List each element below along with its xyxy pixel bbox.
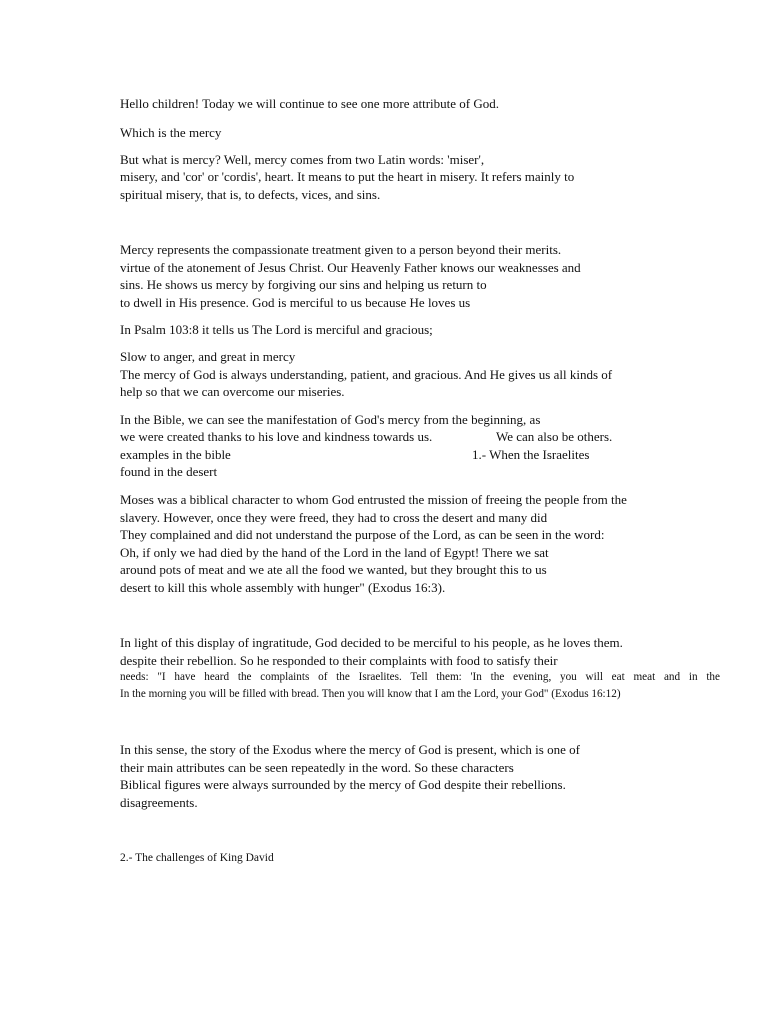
paragraph-ingratitude-line-2: despite their rebellion. So he responded to their complaints with food to satisfy their: [120, 653, 558, 668]
paragraph-moses-line-3: They complained and did not understand the purpose of the Lord, as can be seen in the word:: [120, 527, 605, 542]
paragraph-moses-line-4: Oh, if only we had died by the hand of the Lord in the land of Egypt! There we sat: [120, 545, 549, 560]
paragraph-exodus-line-4: disagreements.: [120, 795, 198, 810]
paragraph-moses-line-6: desert to kill this whole assembly with hunger" (Exodus 16:3).: [120, 580, 446, 595]
paragraph-ingratitude-line-1: In light of this display of ingratitude, God decided to be merciful to his people, as he loves them.: [120, 635, 623, 650]
paragraph-slow-line-1: Slow to anger, and great in mercy: [120, 349, 296, 364]
paragraph-mercy-line-4: to dwell in His presence. God is merciful to us because He loves us: [120, 295, 471, 310]
paragraph-bible-line-4: found in the desert: [120, 464, 218, 479]
paragraph-bible-line-2-tail: We can also be others.: [496, 429, 613, 444]
section-heading-king-david: 2.- The challenges of King David: [120, 852, 274, 864]
paragraph-topic: Which is the mercy: [120, 125, 222, 140]
paragraph-moses-line-5: around pots of meat and we ate all the food we wanted, but they brought this to us: [120, 562, 547, 577]
paragraph-ingratitude-line-4: In the morning you will be filled with bread. Then you will know that I am the Lord, your God" (Exodus 16:12): [120, 688, 621, 700]
paragraph-psalm: In Psalm 103:8 it tells us The Lord is merciful and gracious;: [120, 322, 433, 337]
paragraph-exodus-line-2: their main attributes can be seen repeatedly in the word. So these characters: [120, 760, 514, 775]
paragraph-exodus-line-1: In this sense, the story of the Exodus where the mercy of God is present, which is one of: [120, 742, 580, 757]
paragraph-slow-line-3: help so that we can overcome our miseries.: [120, 384, 345, 399]
paragraph-bible-line-1: In the Bible, we can see the manifestation of God's mercy from the beginning, as: [120, 412, 541, 427]
paragraph-moses-line-2: slavery. However, once they were freed, they had to cross the desert and many did: [120, 510, 548, 525]
paragraph-greeting: Hello children! Today we will continue to see one more attribute of God.: [120, 96, 499, 111]
paragraph-definition-line-1: But what is mercy? Well, mercy comes from two Latin words: 'miser',: [120, 152, 485, 167]
paragraph-ingratitude-line-3: needs: "I have heard the complaints of the Israelites. Tell them: 'In the evening, you will eat meat and in the: [120, 671, 720, 683]
paragraph-definition-line-3: spiritual misery, that is, to defects, vices, and sins.: [120, 187, 381, 202]
paragraph-bible-line-3-tail: 1.- When the Israelites: [472, 447, 590, 462]
paragraph-slow-line-2: The mercy of God is always understanding, patient, and gracious. And He gives us all kinds of: [120, 367, 613, 382]
paragraph-mercy-line-1: Mercy represents the compassionate treatment given to a person beyond their merits.: [120, 242, 562, 257]
paragraph-bible-line-2: we were created thanks to his love and kindness towards us.: [120, 429, 433, 444]
paragraph-mercy-line-2: virtue of the atonement of Jesus Christ. Our Heavenly Father knows our weaknesses and: [120, 260, 581, 275]
paragraph-definition-line-2: misery, and 'cor' or 'cordis', heart. It means to put the heart in misery. It refers mainly to: [120, 169, 575, 184]
paragraph-moses-line-1: Moses was a biblical character to whom God entrusted the mission of freeing the people from the: [120, 492, 627, 507]
paragraph-exodus-line-3: Biblical figures were always surrounded by the mercy of God despite their rebellions.: [120, 777, 566, 792]
paragraph-mercy-line-3: sins. He shows us mercy by forgiving our sins and helping us return to: [120, 277, 487, 292]
paragraph-bible-line-3: examples in the bible: [120, 447, 231, 462]
